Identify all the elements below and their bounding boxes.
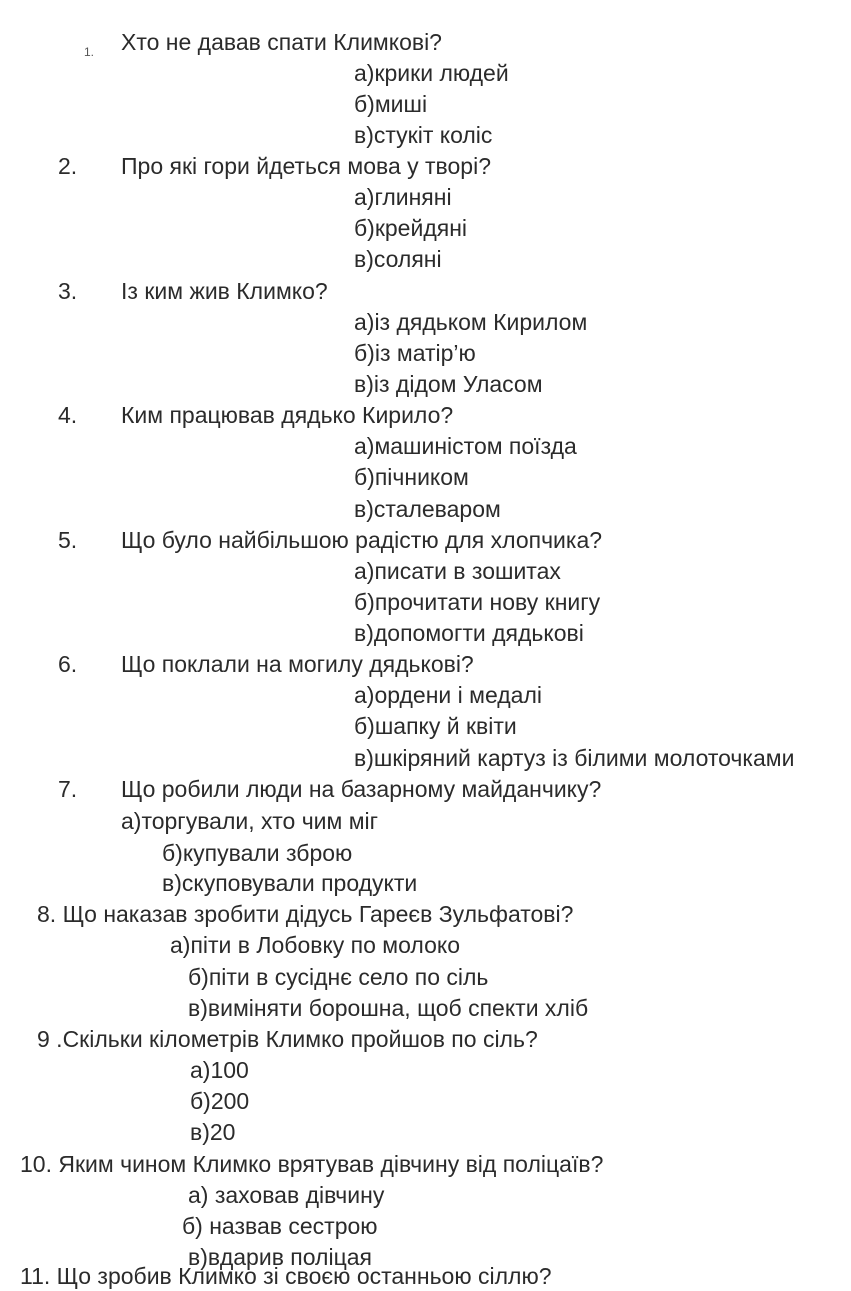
question-text: Що було найбільшою радістю для хлопчика? [121, 527, 603, 553]
question-text: 11. Що зробив Климко зі своєю останньою сіллю? [20, 1263, 552, 1289]
question-number: 4. [58, 402, 78, 428]
answer-option: в)із дідом Уласом [354, 371, 543, 397]
answer-option: б)купували зброю [162, 840, 353, 866]
question-text: Що поклали на могилу дядькові? [121, 651, 474, 677]
answer-option: б)200 [190, 1088, 250, 1114]
answer-option: в)скуповували продукти [162, 870, 418, 896]
answer-option: в)виміняти борошна, щоб спекти хліб [188, 995, 589, 1021]
answer-option: б)миші [354, 91, 428, 117]
answer-option: в)допомогти дядькові [354, 620, 584, 646]
question-text: 8. Що наказав зробити дідусь Гареєв Зульфатові? [37, 901, 574, 927]
answer-option: в)20 [190, 1119, 236, 1145]
answer-option: а)100 [190, 1057, 249, 1083]
question-text: Ким працював дядько Кирило? [121, 402, 454, 428]
question-number: 3. [58, 278, 78, 304]
answer-option: а)писати в зошитах [354, 558, 561, 584]
answer-option: а)піти в Лобовку по молоко [170, 932, 460, 958]
answer-option: б)із матір’ю [354, 340, 476, 366]
question-text: Хто не давав спати Климкові? [121, 29, 442, 55]
answer-option: а)ордени і медалі [354, 682, 542, 708]
answer-option: а)із дядьком Кирилом [354, 309, 588, 335]
question-text: 9 .Скільки кілометрів Климко пройшов по сіль? [37, 1026, 538, 1052]
question-number: 6. [58, 651, 78, 677]
question-text: Із ким жив Климко? [121, 278, 328, 304]
answer-option: а)машиністом поїзда [354, 433, 577, 459]
answer-option: в)стукіт коліс [354, 122, 493, 148]
question-number: 2. [58, 153, 78, 179]
answer-option: в)шкіряний картуз із білими молоточками [354, 745, 795, 771]
answer-option: в)сталеваром [354, 496, 501, 522]
question-text: Що робили люди на базарному майданчику? [121, 776, 602, 802]
question-text: Про які гори йдеться мова у творі? [121, 153, 491, 179]
answer-option: в)соляні [354, 246, 442, 272]
answer-option: а) заховав дівчину [188, 1182, 385, 1208]
answer-option: б)прочитати нову книгу [354, 589, 601, 615]
answer-option: а)глиняні [354, 184, 452, 210]
answer-option: а)торгували, хто чим міг [121, 808, 379, 834]
answer-option: б)піти в сусіднє село по сіль [188, 964, 489, 990]
answer-option: б)крейдяні [354, 215, 468, 241]
question-number: 7. [58, 776, 78, 802]
question-text: 10. Яким чином Климко врятував дівчину від поліцаїв? [20, 1151, 604, 1177]
answer-option: б)шапку й квіти [354, 713, 517, 739]
question-number: 5. [58, 527, 78, 553]
answer-option: в)вдарив поліцая [188, 1244, 372, 1270]
answer-option: б) назвав сестрою [182, 1213, 378, 1239]
answer-option: б)пічником [354, 464, 469, 490]
answer-option: а)крики людей [354, 60, 509, 86]
cut-off-line [20, 1263, 552, 1289]
question-number: 1. [84, 45, 95, 59]
